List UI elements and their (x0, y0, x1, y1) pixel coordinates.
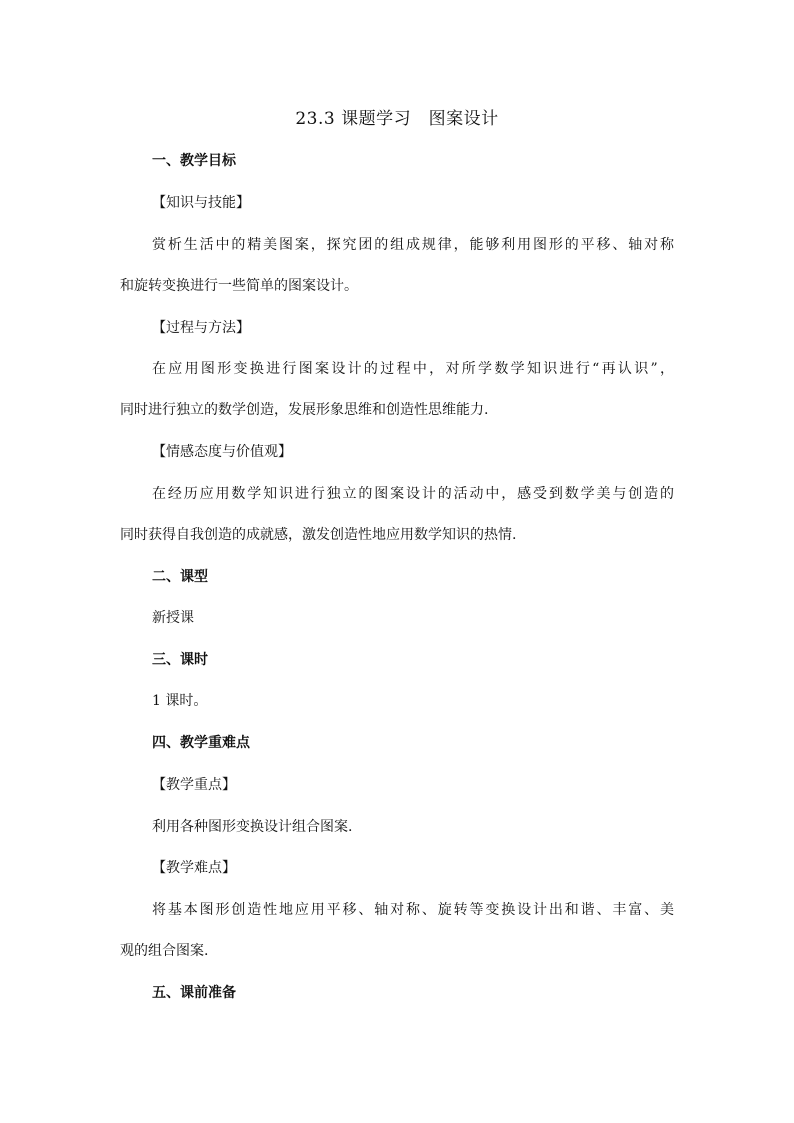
paragraph-line: 观的组合图案. (120, 943, 209, 959)
lesson-type-value: 新授课 (152, 610, 194, 626)
section-heading-objectives: 一、教学目标 (152, 153, 236, 169)
paragraph-line: 同时获得自我创造的成就感，激发创造性地应用数学知识的热情. (120, 527, 517, 543)
class-hours-value: 1 课时。 (152, 693, 208, 709)
paragraph-line: 赏析生活中的精美图案，探究团的组成规律，能够利用图形的平移、轴对称 (152, 237, 674, 253)
section-heading-class-hours: 三、课时 (152, 652, 208, 668)
section-heading-preparation: 五、课前准备 (152, 985, 236, 1001)
paragraph-line: 同时进行独立的数学创造，发展形象思维和创造性思维能力. (120, 402, 489, 418)
label-emotion-values: 【情感态度与价值观】 (152, 444, 292, 460)
section-heading-key-difficult-points: 四、教学重难点 (152, 735, 250, 751)
label-knowledge-skills: 【知识与技能】 (152, 195, 250, 211)
document-title: 23.3 课题学习 图案设计 (295, 109, 499, 129)
label-process-methods: 【过程与方法】 (152, 320, 250, 336)
section-heading-lesson-type: 二、课型 (152, 569, 208, 585)
paragraph-line: 在经历应用数学知识进行独立的图案设计的活动中，感受到数学美与创造的 (152, 486, 674, 502)
label-difficult-points: 【教学难点】 (152, 860, 236, 876)
label-key-points: 【教学重点】 (152, 777, 236, 793)
paragraph-line: 和旋转变换进行一些简单的图案设计。 (120, 278, 358, 294)
paragraph-line: 在应用图形变换进行图案设计的过程中，对所学数学知识进行“再认识”， (152, 361, 674, 377)
key-points-text: 利用各种图形变换设计组合图案. (152, 819, 353, 835)
paragraph-line: 将基本图形创造性地应用平移、轴对称、旋转等变换设计出和谐、丰富、美 (152, 902, 674, 918)
